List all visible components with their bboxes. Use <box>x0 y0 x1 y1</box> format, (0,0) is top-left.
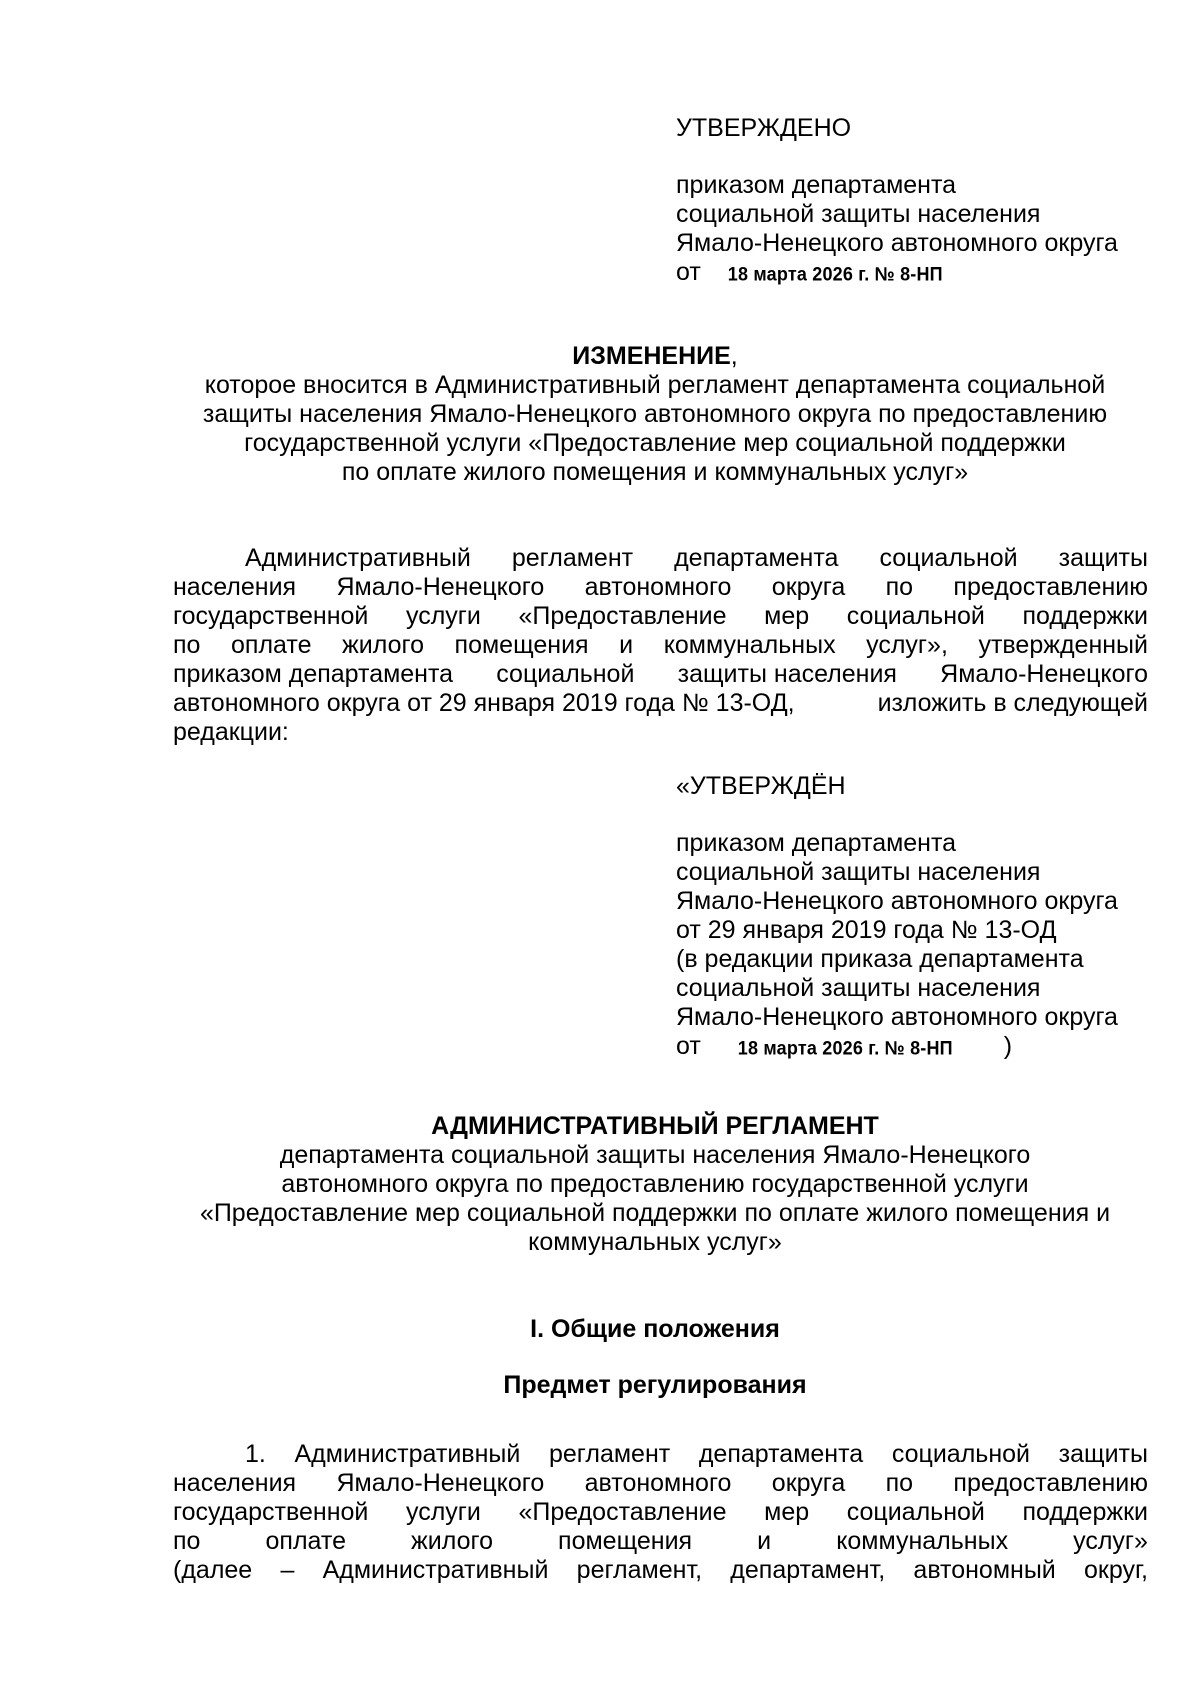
section-heading: I. Общие положения <box>530 1315 780 1343</box>
regulation-title: АДМИНИСТРАТИВНЫЙ РЕГЛАМЕНТ <box>431 1112 879 1140</box>
word: услуги <box>405 602 481 630</box>
word: Административный <box>294 1440 521 1468</box>
paragraph-line <box>173 1527 1148 1556</box>
paragraph-line <box>173 573 1148 602</box>
paragraph-line <box>173 718 1148 747</box>
paragraph-line <box>173 689 1148 718</box>
approval-line: Ямало-Ненецкого автономного округа <box>676 887 1118 915</box>
approval-line: Ямало-Ненецкого автономного округа <box>676 229 1118 257</box>
subsection-heading-block <box>160 1371 1150 1400</box>
word: коммунальных <box>836 1527 1009 1555</box>
change-title: ИЗМЕНЕНИЕ <box>572 342 731 370</box>
paragraph-line <box>173 544 1148 573</box>
word: мер <box>764 1498 810 1526</box>
regulation-subtitle-line: «Предоставление мер социальной поддержки по оплате жилого помещения и <box>199 1199 1111 1227</box>
approval-line: Ямало-Ненецкого автономного округа <box>676 1003 1118 1031</box>
change-subtitle-line: государственной услуги «Предоставление мер социальной поддержки <box>244 429 1066 457</box>
word: – <box>280 1556 295 1584</box>
word: социальной <box>846 602 985 630</box>
approval-line: приказом департамента <box>676 829 957 857</box>
approval-date-row <box>676 258 1146 289</box>
approval-heading: УТВЕРЖДЕНО <box>676 114 852 142</box>
word: защиты населения <box>677 660 897 688</box>
word: государственной <box>173 602 369 630</box>
approval-line: социальной защиты населения <box>676 974 1041 1002</box>
word: департамента <box>698 1440 864 1468</box>
word: жилого <box>342 631 424 659</box>
regulation-title-block <box>160 1112 1150 1257</box>
word: государственной <box>173 1498 369 1526</box>
paragraph-line <box>173 602 1148 631</box>
word: департамент, <box>730 1556 886 1584</box>
word: «Предоставление <box>518 1498 727 1526</box>
approval-line: от 29 января 2019 года № 13-ОД <box>676 916 1057 944</box>
word: защиты <box>1058 544 1148 572</box>
word: Ямало-Ненецкого <box>940 660 1148 688</box>
word: автономного <box>584 573 732 601</box>
word: помещения <box>558 1527 693 1555</box>
approval-heading: «УТВЕРЖДЁН <box>676 772 846 800</box>
paragraph-line <box>173 1498 1148 1527</box>
word: автономный <box>913 1556 1056 1584</box>
word: услуг» <box>1073 1527 1148 1555</box>
word: редакции: <box>173 718 289 746</box>
word: Административный <box>322 1556 549 1584</box>
paragraph-line <box>173 1556 1148 1585</box>
change-title-block <box>160 342 1150 487</box>
approval-line: (в редакции приказа департамента <box>676 945 1084 973</box>
word: и <box>619 631 634 659</box>
word: услуг», <box>866 631 948 659</box>
regulation-subtitle-line: автономного округа по предоставлению государственной услуги <box>281 1170 1029 1198</box>
regulation-subtitle-line: коммунальных услуг» <box>528 1228 782 1256</box>
word: Административный <box>245 544 471 572</box>
paragraph-line <box>173 631 1148 660</box>
order-number: 18 марта 2026 г. № 8-НП <box>727 263 943 285</box>
word: поддержки <box>1022 1498 1148 1526</box>
word: автономного <box>584 1469 732 1497</box>
paragraph-line <box>173 1440 1148 1469</box>
body-paragraph <box>173 1440 1148 1585</box>
paragraph-line <box>173 1469 1148 1498</box>
regulation-subtitle-line: департамента социальной защиты населения Ямало-Ненецкого <box>279 1141 1031 1169</box>
word: оплате <box>265 1527 346 1555</box>
change-title-comma: , <box>730 342 738 370</box>
word: помещения <box>454 631 589 659</box>
word: регламент <box>548 1440 671 1468</box>
word: Ямало-Ненецкого <box>336 573 545 601</box>
order-number: 18 марта 2026 г. № 8-НП <box>737 1037 953 1059</box>
change-subtitle-line: защиты населения Ямало-Ненецкого автономного округа по предоставлению <box>202 400 1108 428</box>
section-heading-block <box>160 1315 1150 1344</box>
word: по <box>173 1527 201 1555</box>
word: округа <box>771 573 846 601</box>
word: услуги <box>405 1498 481 1526</box>
subsection-heading: Предмет регулирования <box>503 1371 807 1399</box>
word: приказом департамента <box>173 660 454 688</box>
word: (далее <box>173 1556 253 1584</box>
word: социальной <box>891 1440 1030 1468</box>
word: социальной <box>846 1498 985 1526</box>
word: утвержденный <box>978 631 1148 659</box>
word: защиты <box>1058 1440 1148 1468</box>
word: жилого <box>411 1527 493 1555</box>
word: департамента <box>674 544 839 572</box>
word: по <box>885 573 914 601</box>
word: Ямало-Ненецкого <box>336 1469 545 1497</box>
approval-ot: от <box>676 1032 701 1060</box>
word: по <box>173 631 201 659</box>
word: населения <box>173 1469 297 1497</box>
word: 1. <box>245 1440 266 1468</box>
word: предоставлению <box>953 1469 1148 1497</box>
word: регламент, <box>576 1556 703 1584</box>
word: коммунальных <box>663 631 836 659</box>
word: и <box>757 1527 772 1555</box>
word: регламент <box>511 544 634 572</box>
change-subtitle-line: по оплате жилого помещения и коммунальных услуг» <box>341 458 969 486</box>
word: социальной <box>496 660 635 688</box>
approval-line: социальной защиты населения <box>676 200 1041 228</box>
word: населения <box>173 573 297 601</box>
word: «Предоставление <box>518 602 727 630</box>
paragraph-line <box>173 660 1148 689</box>
approval-stamp <box>676 114 1146 289</box>
word: оплате <box>231 631 312 659</box>
approval-ot: от <box>676 258 701 286</box>
approval-line: социальной защиты населения <box>676 858 1041 886</box>
word: автономного округа от 29 января 2019 года № 13-ОД, <box>173 689 795 717</box>
change-subtitle-line: которое вносится в Административный регламент департамента социальной <box>204 371 1106 399</box>
word: округа <box>771 1469 846 1497</box>
word: поддержки <box>1022 602 1148 630</box>
word: по <box>885 1469 914 1497</box>
approval-line: приказом департамента <box>676 171 957 199</box>
body-paragraph <box>173 544 1148 747</box>
word: предоставлению <box>953 573 1148 601</box>
word: мер <box>764 602 810 630</box>
approval-stamp-quoted <box>676 772 1146 1063</box>
word: изложить в следующей <box>877 689 1148 717</box>
word: округ, <box>1084 1556 1148 1584</box>
approval-date-row <box>676 1032 1146 1063</box>
word: социальной <box>879 544 1018 572</box>
closing-paren: ) <box>1003 1032 1013 1060</box>
